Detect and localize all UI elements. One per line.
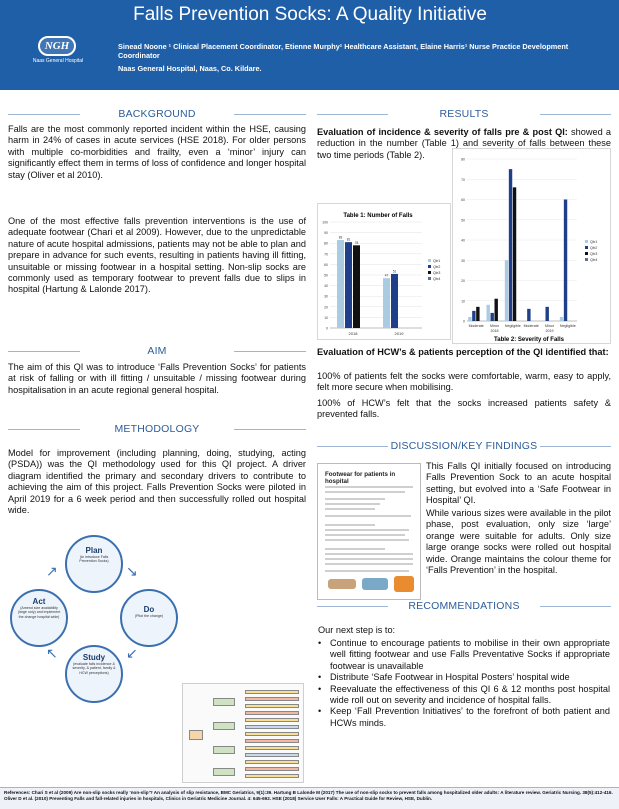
background-paragraph-1: Falls are the most commonly reported incident within the HSE, causing harm in 24% of cases in acute services (HSE 2018). For older persons with multiple co-morbidities and frailty, even a ‘minor’ injury can significantly effect them in terms of loss of confidence and longer hospital stay (Oliver et al 2010).	[8, 124, 306, 180]
recommendation-item	[318, 684, 610, 707]
y-tick-label: 0	[463, 319, 465, 324]
y-tick-label: 80	[324, 241, 328, 246]
discussion-paragraph-2: While various sizes were available in the pilot phase, post evaluation, only size ‘large’ orange were suitable for adults. Only size large orange socks were rolled out hospital wide. Orange maintains the colour theme for ‘Falls Prevention’ in the hospital.	[426, 508, 611, 576]
bar	[546, 307, 549, 321]
driver-secondary-box	[245, 711, 299, 715]
bullet-icon: •	[318, 706, 322, 717]
driver-primary-box	[213, 722, 235, 730]
poster-shoe-icon	[362, 578, 388, 590]
results-eval-perception-2: 100% of HCW’s felt that the socks increased patients safety & prevented falls.	[317, 398, 611, 420]
driver-primary-box	[213, 746, 235, 754]
bar	[383, 278, 390, 328]
results-eval-perception-1: 100% of patients felt the socks were comfortable, warm, easy to apply, felt more secure when mobilising.	[317, 371, 611, 393]
driver-secondary-box	[245, 767, 299, 771]
legend-label: Qtr3	[433, 271, 441, 275]
recommendation-item	[318, 672, 610, 683]
y-tick-label: 60	[324, 262, 328, 267]
hospital-logo	[16, 34, 100, 70]
discussion-heading: DISCUSSION/KEY FINDINGS	[317, 440, 611, 452]
chart-severity-of-falls-svg	[453, 149, 612, 345]
x-tick-label: Moderate	[523, 324, 539, 328]
driver-secondary-box	[245, 690, 299, 694]
poster-text-line	[325, 563, 413, 565]
aim-heading: AIM	[8, 345, 306, 357]
x-tick-label: Minor	[545, 324, 554, 328]
poster-sock-icon	[394, 576, 414, 592]
pdsa-do-title: Do	[143, 605, 155, 614]
x-tick-label: Negligible	[504, 324, 521, 328]
chart-title: Table 1: Number of Falls	[343, 213, 413, 219]
y-tick-label: 50	[324, 273, 328, 278]
pdsa-plan	[65, 535, 123, 593]
x-tick-label: Moderate	[468, 324, 484, 328]
discussion-paragraph-1: This Falls QI initially focused on introducing Falls Prevention Sock to an acute hospital setting, but evolved into a ‘Safe Footwear in Hospital’ QI.	[426, 461, 611, 506]
y-tick-label: 40	[461, 238, 465, 243]
y-tick-label: 50	[461, 218, 465, 223]
methodology-heading: METHODOLOGY	[8, 423, 306, 435]
chart-title: Table 2: Severity of Falls	[494, 337, 564, 343]
pdsa-act-title: Act	[32, 597, 46, 606]
legend-label: Qtr2	[590, 246, 598, 250]
legend-label: Qtr1	[590, 240, 598, 244]
y-tick-label: 70	[324, 252, 328, 257]
poster-text-line	[325, 539, 409, 541]
bar	[353, 245, 360, 328]
legend-label: Qtr3	[590, 252, 598, 256]
data-label: 83	[338, 235, 343, 240]
bar	[564, 200, 567, 322]
recommendation-item	[318, 706, 610, 729]
driver-secondary-box	[245, 697, 299, 701]
bar	[472, 311, 475, 321]
legend-label: Qtr2	[433, 265, 441, 269]
y-tick-label: 30	[461, 258, 465, 263]
poster-text-line	[325, 570, 409, 572]
poster-text-line	[325, 524, 375, 526]
bullet-icon: •	[318, 672, 322, 683]
pdsa-study-sub: (evaluate falls incidence & severity, & patient, family & HCW perceptions)	[72, 662, 116, 675]
poster-text-line	[325, 491, 405, 493]
y-tick-label: 80	[461, 157, 465, 162]
bar	[476, 307, 479, 321]
poster-text-line	[325, 558, 413, 560]
poster-text-line	[325, 503, 380, 505]
legend-label: Qtr4	[433, 277, 441, 281]
bullet-icon: •	[318, 638, 322, 648]
y-tick-label: 10	[461, 299, 465, 304]
results-eval-incidence-title: Evaluation of incidence & severity of falls pre & post QI:	[317, 127, 568, 137]
driver-secondary-box	[245, 746, 299, 750]
legend-swatch	[585, 240, 588, 243]
x-tick-label: 2018	[348, 331, 358, 336]
bar	[468, 317, 471, 321]
x-tick-label: Minor	[490, 324, 499, 328]
bar	[495, 299, 498, 321]
chart-number-of-falls-svg	[318, 204, 452, 341]
x-tick-label: Negligible	[559, 324, 576, 328]
recommendations-intro: Our next step is to:	[318, 625, 396, 635]
driver-secondary-box	[245, 774, 299, 778]
pdsa-cycle-diagram	[8, 527, 178, 777]
driver-secondary-box	[245, 739, 299, 743]
poster-header	[0, 0, 619, 90]
legend-swatch	[428, 259, 431, 262]
bar	[560, 317, 563, 321]
recommendation-text: Distribute ‘Safe Footwear in Hospital Posters’ hospital wide	[330, 672, 570, 683]
pdsa-study-title: Study	[82, 653, 106, 662]
x-tick-label: 2019	[394, 331, 404, 336]
recommendation-item	[318, 638, 610, 672]
poster-text-line	[325, 548, 385, 550]
driver-secondary-box	[245, 725, 299, 729]
recommendations-list	[318, 638, 610, 729]
legend-swatch	[428, 271, 431, 274]
pdsa-do	[120, 589, 178, 647]
legend-swatch	[585, 252, 588, 255]
y-tick-label: 40	[324, 284, 328, 289]
pdsa-plan-sub: (to introduce Falls Prevention Socks)	[79, 555, 109, 564]
logo-mark: NGH	[38, 36, 76, 56]
logo-text: Naas General Hospital	[32, 58, 84, 64]
y-tick-label: 0	[326, 326, 328, 331]
aim-paragraph: The aim of this QI was to introduce ‘Falls Prevention Socks’ for patients at risk of falling or with ill fitting / unsuitable / missing footwear during hospitalisation in an acute regional general hospital.	[8, 362, 306, 395]
poster-text-line	[325, 553, 413, 555]
recommendations-heading: RECOMMENDATIONS	[317, 600, 611, 612]
data-label: 81	[346, 237, 351, 242]
y-tick-label: 20	[461, 279, 465, 283]
authors: Sinead Noone ¹ Clinical Placement Coordinator, Etienne Murphy¹ Healthcare Assistant, Elaine Harris¹ Nurse Practice Development Coordinator	[118, 42, 569, 60]
driver-secondary-box	[245, 760, 299, 764]
bar	[513, 187, 516, 321]
poster-title: Footwear for patients in hospital	[325, 471, 396, 485]
bar	[491, 313, 494, 321]
hospital-name: Naas General Hospital, Naas, Co. Kildare.	[118, 64, 262, 73]
driver-secondary-box	[245, 718, 299, 722]
y-tick-label: 10	[324, 315, 328, 320]
y-tick-label: 20	[324, 305, 328, 310]
bar	[505, 260, 508, 321]
y-tick-label: 90	[324, 231, 328, 236]
y-tick-label: 70	[461, 177, 465, 182]
pdsa-do-sub: (Pilot the change)	[134, 614, 164, 618]
poster-text-line	[325, 498, 385, 500]
results-heading: RESULTS	[317, 108, 611, 120]
poster-text-line	[325, 534, 405, 536]
pdsa-act	[10, 589, 68, 647]
bar	[487, 305, 490, 321]
data-label: 78	[354, 240, 359, 245]
recommendation-text: Keep ‘Fall Prevention Initiatives’ to the forefront of both patient and HCWs minds.	[330, 706, 610, 728]
bar	[391, 274, 398, 328]
recommendation-text: Reevaluate the effectiveness of this QI 6 & 12 months post hospital wide roll out on severity and incidence of hospital falls.	[330, 683, 610, 706]
legend-label: Qtr1	[433, 259, 441, 263]
legend-swatch	[428, 277, 431, 280]
background-heading: BACKGROUND	[8, 108, 306, 120]
results-eval-perception-title: Evaluation of HCW’s & patients perception of the QI identified that:	[317, 347, 609, 357]
legend-swatch	[585, 246, 588, 249]
bullet-icon: •	[318, 683, 322, 694]
footwear-poster-image	[317, 463, 421, 600]
methodology-paragraph: Model for improvement (including planning, doing, studying, acting (PSDA)) was the QI methodology used for this QI project. A driver diagram identified the primary and secondary drivers to contribute to achieving the aim of this project. Falls Prevention Socks were piloted in April 2019 for a 6 week period and then successfully rolled out hospital wide.	[8, 448, 306, 516]
background-paragraph-2: One of the most effective falls prevention interventions is the use of adequate footwear (Chari et al 2009). However, due to the unpredictable nature of acute hospital admissions, patients may not be able to plan and prepare in advance for such events, resulting in patients having ill fitting, unsuitable or missing footwear in a hospital setting. Non-slip socks are commonly used as temporary footwear to prevent falls due to slips in hospital (Hartung & Lalonde 2017).	[8, 216, 306, 295]
legend-swatch	[428, 265, 431, 268]
legend-swatch	[585, 258, 588, 261]
poster-text-line	[325, 529, 409, 531]
driver-secondary-box	[245, 704, 299, 708]
driver-diagram-image	[182, 683, 304, 783]
arrow-study-to-act-icon: ↖	[46, 645, 58, 661]
x-group-label: 2018	[490, 329, 499, 333]
x-group-label: 2019	[545, 329, 554, 333]
arrow-act-to-plan-icon: ↗	[46, 563, 58, 579]
bar	[527, 309, 530, 321]
data-label: 51	[392, 269, 397, 274]
chart-number-of-falls	[317, 203, 451, 340]
references-footer: References: Chari S et al (2009) Are non-slip socks really ‘non-slip’? An analysis of slip resistance, BMC Geriatrics, 9(1):39. Hartung B Lalonde M (2017) The use of non-slip socks to prevent falls among hospitalized older adults: A literature review. Geriatric Nursing. 38(5):412-416. Oliver D et al. (2010) Preventing Falls and fall-related injuries in hospitals, Clinics in Geriatric Medicine Journal. 4: 645-692. HSE (2018) Service User Falls: A Practical Guide for Review, HSE, Dublin.	[0, 787, 619, 809]
pdsa-study	[65, 645, 123, 703]
data-label: 47	[384, 273, 389, 278]
pdsa-plan-title: Plan	[85, 546, 103, 555]
y-tick-label: 100	[322, 220, 328, 225]
results-eval-incidence-text: showed a reduction in the number (Table 1) and severity of falls between these two time periods (Table 2).	[317, 127, 611, 160]
arrow-do-to-study-icon: ↙	[126, 645, 138, 661]
bar	[345, 242, 352, 328]
poster-text-line	[325, 508, 375, 510]
bar	[337, 240, 344, 328]
driver-primary-box	[213, 698, 235, 706]
poster-text-line	[325, 486, 413, 488]
driver-secondary-box	[245, 753, 299, 757]
y-tick-label: 60	[461, 198, 465, 202]
y-tick-label: 30	[324, 294, 328, 299]
legend-label: Qtr4	[590, 258, 598, 262]
driver-primary-box	[213, 768, 235, 776]
poster-title: Falls Prevention Socks: A Quality Initiative	[133, 4, 487, 25]
chart-severity-of-falls	[452, 148, 611, 344]
recommendation-text: Continue to encourage patients to mobilise in their own appropriate well fitting footwear and use Falls Preventative Socks if appropriate footwear is unavailable	[330, 638, 610, 671]
arrow-plan-to-do-icon: ↘	[126, 563, 138, 579]
driver-aim-box	[189, 730, 203, 740]
driver-secondary-box	[245, 732, 299, 736]
pdsa-act-sub: (Amend size availability (large only) and implement the change hospital wide)	[17, 606, 61, 619]
poster-slipper-icon	[328, 579, 356, 589]
poster-text-line	[325, 515, 411, 517]
bar	[509, 169, 512, 321]
